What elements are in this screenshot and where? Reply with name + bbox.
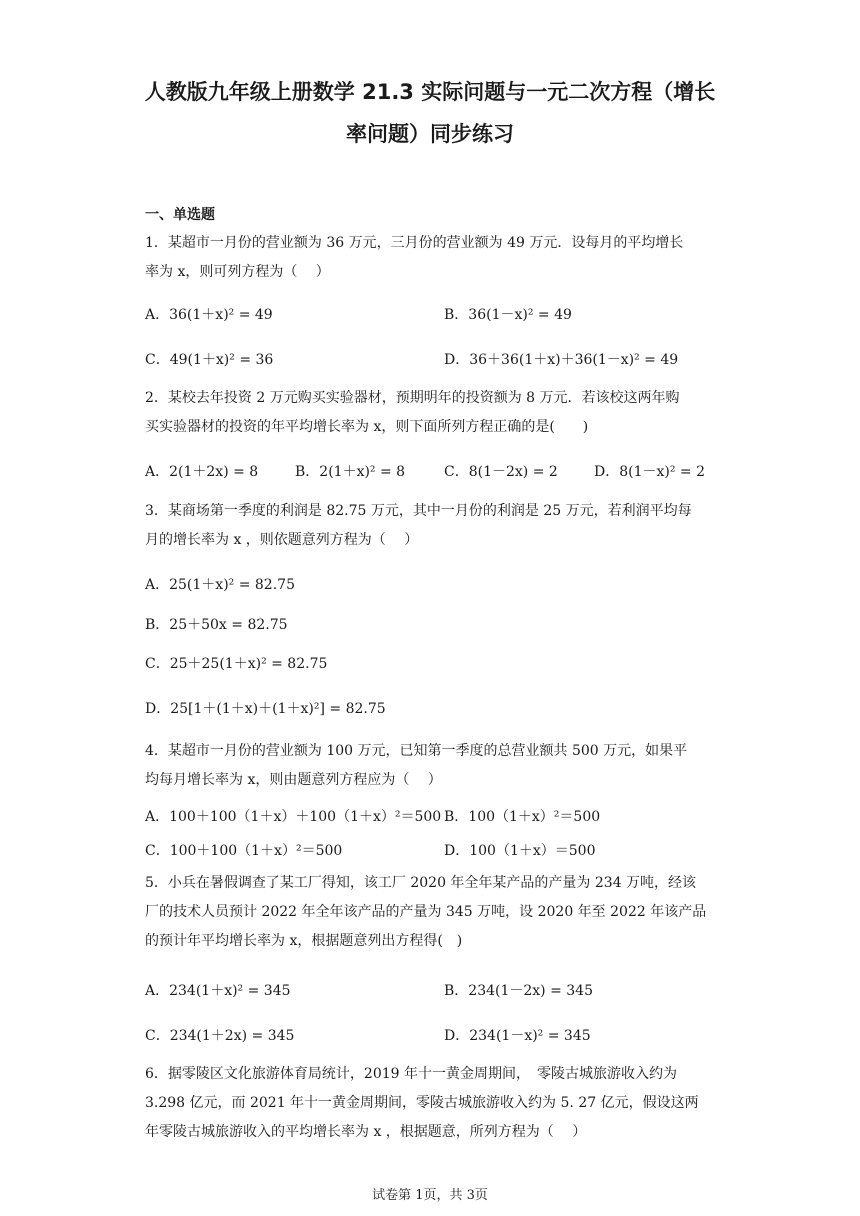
q3-option-a: A．25(1＋x)² = 82.75	[145, 577, 295, 593]
section-heading: 一、单选题	[145, 207, 215, 223]
q5-option-a: A．234(1＋x)² = 345	[145, 983, 291, 999]
q5-option-c: C．234(1＋2x) = 345	[145, 1028, 295, 1044]
q4-option-d: D．100（1＋x）＝500	[444, 843, 596, 859]
question-5-line1: 5．小兵在暑假调查了某工厂得知，该工厂 2020 年全年某产品的产量为 234 万吨，经该	[145, 875, 697, 891]
question-3-line1: 3．某商场第一季度的利润是 82.75 万元，其中一月份的利润是 25 万元，若利润平均每	[145, 503, 692, 519]
q4-option-c: C．100＋100（1＋x）²＝500	[145, 843, 343, 859]
q3-option-c: C．25＋25(1＋x)² = 82.75	[145, 656, 328, 672]
question-5-line2: 厂的技术人员预计 2022 年全年该产品的产量为 345 万吨，设 2020 年至 2022 年该产品	[145, 904, 707, 920]
question-4	[145, 737, 715, 795]
question-5	[145, 869, 715, 956]
q1-option-d: D．36＋36(1＋x)＋36(1－x)² = 49	[444, 352, 679, 368]
question-6-line2: 3.298 亿元，而 2021 年十一黄金周期间，零陵古城旅游收入约为 5. 27 亿元，假设这两	[145, 1095, 699, 1111]
question-2-line2: 买实验器材的投资的年平均增长率为 x，则下面所列方程正确的是( )	[145, 419, 589, 435]
q5-option-b: B．234(1－2x) = 345	[444, 983, 593, 999]
question-6	[145, 1060, 715, 1147]
q2-option-a: A．2(1＋2x) = 8	[145, 464, 259, 480]
question-6-line1: 6．据零陵区文化旅游体育局统计，2019 年十一黄金周期间， 零陵古城旅游收入约为	[145, 1066, 677, 1082]
question-3-line2: 月的增长率为 x ，则依题意列方程为（ ）	[145, 532, 419, 548]
question-1	[145, 229, 715, 287]
page-footer: 试卷第 1页，共 3页	[372, 1188, 488, 1203]
q5-option-d: D．234(1－x)² = 345	[444, 1028, 591, 1044]
question-3	[145, 497, 715, 555]
question-6-line3: 年零陵古城旅游收入的平均增长率为 x ，根据题意，所列方程为（ ）	[145, 1124, 587, 1140]
page-title-line1: 人教版九年级上册数学 21.3 实际问题与一元二次方程（增长	[144, 80, 716, 104]
question-2-line1: 2．某校去年投资 2 万元购买实验器材，预期明年的投资额为 8 万元．若该校这两年购	[145, 390, 680, 406]
question-2	[145, 384, 715, 442]
question-4-line1: 4．某超市一月份的营业额为 100 万元，已知第一季度的总营业额共 500 万元，如果平	[145, 743, 688, 759]
question-1-line1: 1．某超市一月份的营业额为 36 万元，三月份的营业额为 49 万元．设每月的平均增长	[145, 235, 684, 251]
q1-option-a: A．36(1＋x)² = 49	[145, 307, 273, 323]
q1-option-c: C．49(1＋x)² = 36	[145, 352, 274, 368]
q1-option-b: B．36(1－x)² = 49	[444, 307, 572, 323]
q3-option-d: D．25[1＋(1＋x)＋(1＋x)²] = 82.75	[145, 701, 386, 717]
q2-option-d: D．8(1－x)² = 2	[594, 464, 706, 480]
q2-option-b: B．2(1＋x)² = 8	[295, 464, 406, 480]
question-1-line2: 率为 x，则可列方程为（ ）	[145, 264, 330, 280]
question-5-line3: 的预计年平均增长率为 x，根据题意列出方程得( )	[145, 933, 463, 949]
q4-option-b: B．100（1＋x）²＝500	[444, 809, 601, 825]
q4-option-a: A．100＋100（1＋x）＋100（1＋x）²＝500	[145, 809, 442, 825]
page-title-line2: 率问题）同步练习	[346, 122, 514, 146]
q3-option-b: B．25＋50x = 82.75	[145, 617, 288, 633]
question-4-line2: 均每月增长率为 x，则由题意列方程应为（ ）	[145, 772, 442, 788]
q2-option-c: C．8(1－2x) = 2	[444, 464, 558, 480]
